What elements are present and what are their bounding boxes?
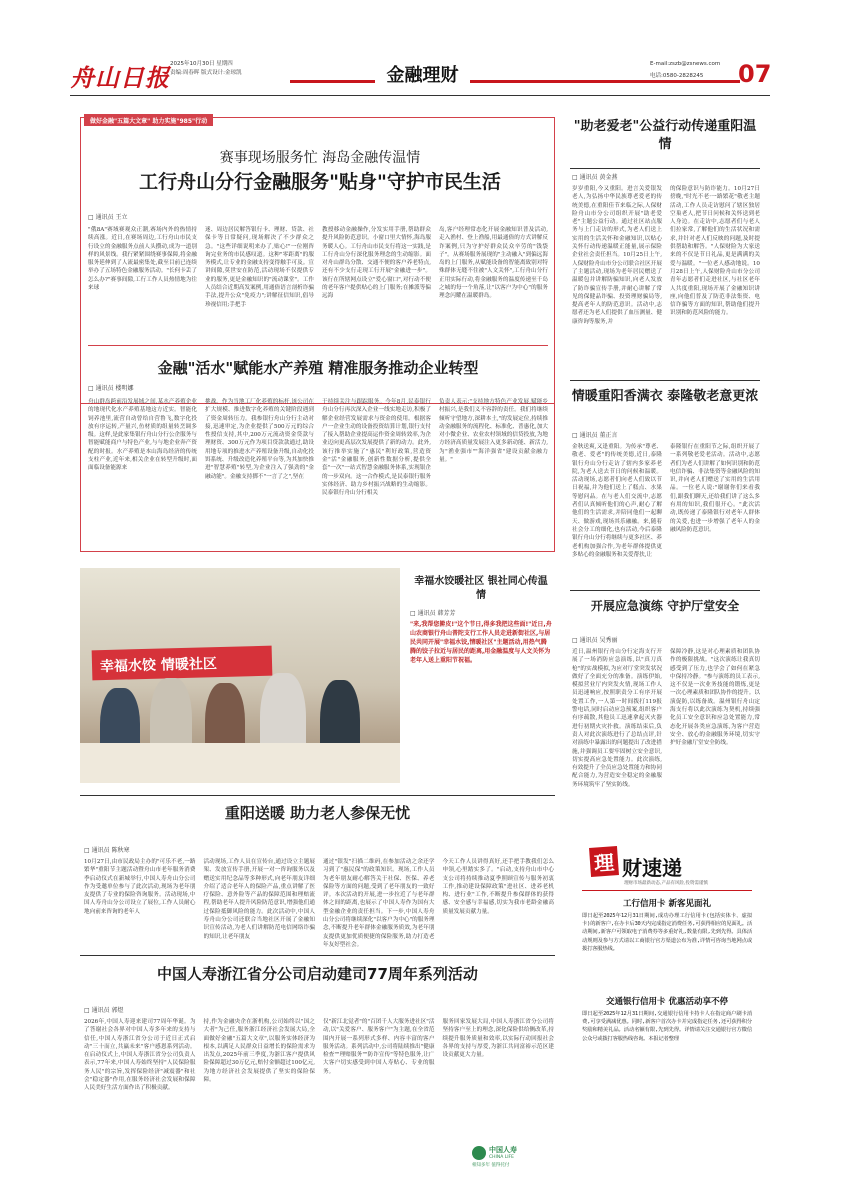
a7-body: [84, 858, 554, 948]
a8-col-3: 仅"新江北觉者"的"百团千人大服务进社区"活动,以"关爱客户、服务客户"为主题,在全省范围内开展一系列形式多样、内容丰富的客户服务活动。系列活动中,公司将陆续推出"健康检查""理赔服务""防诈宣传"等特色服务,让广大客户切实感受到中国人寿贴心、专业的服务。: [323, 1019, 435, 1075]
a1-body: [88, 226, 548, 336]
a6-byline: □ 通讯员 吴秀丽: [572, 635, 618, 644]
a7-rule: [80, 795, 555, 796]
a2-hidden-anchor: [88, 396, 548, 397]
page-number: 07: [738, 60, 772, 88]
a8-col-2: 持,作为金融央企在浙机构,公司始终以"国之大者"为己任,服务浙江经济社会发展大局,全面做好金融"五篇大文章",以服务实体经济为根本,以满足人民群众日益增长的保险需求为出发点,2025年前三季度,为浙江客户提供风险保障超过30万亿元,赔付金额超过100亿元,为地方经济社会发展提供了坚实的保险保障。: [203, 1019, 315, 1084]
china-life-logo: [472, 1145, 517, 1160]
header-email: E-mail:zszb@zsnews.com: [650, 61, 721, 67]
a4-byline: □ 通讯员 董正言: [572, 430, 618, 439]
a1-col-4: 岛,客户经理常态化开展金融知识普及活动,走入渔村、登上渔船,用最通俗的方式讲解反诈案例,只为守护好群众民众辛劳的"钱袋子"。从赛场服务展现的"主动融入"到偏远海岛的上门服务,从赋能设备的智能离致别对特殊群体无缝不住被"人文关怀",工行舟山分行正用实际行动,将金融服务的温度传递至千岛之城的每一个角落,让"以客户为中心"的服务理念闪耀在温暖群岛。: [439, 227, 548, 300]
a2-rule: [88, 345, 548, 346]
a2-col-2: 挑战。作为当地工厂化养殖的标杆,该公司在扩大规模、推进数字化养殖的关键阶段遇到了资金周转压力。我参银行舟山分行主动对接,迅速审定,为企业提供了500万元的综合性授信支持,其中,200万元流动资金贷款与理财资、300万元作为项目贷款款通过,助设用地专项的推进水产养殖设备升级,自动化投饵系统、升级改造化养殖平台等,为其加快推进"智慧养殖"转型,为企业注入了强劲的"金融动能"。金融支持掷不"一言了之",坚在: [205, 399, 314, 480]
section-bar-left: [290, 80, 375, 83]
brief-head-2: 交通银行信用卡 优惠活动享不停: [606, 997, 728, 1007]
a1-col-2: 迷、周边居民解答银行卡、理财、贷款、社保卡等日常疑问,现场解决了不少群众之急。"这些详细说明来办了,贴心!"一位刚咨询完业务的市民感叹道。这种"零距离"的服务模式,让专业的金融支持变得触手可及。宣讲间隙,莫世安在防范,活动现场不仅提供专业的服务,更是金融知识的"流动课堂"。工作人员结合近期高发案例,用通俗语言剖析诈骗手法,提升公众"免疫力";讲解征信知识,倡导珍视信用;手把手: [205, 227, 314, 308]
brief-head-1: 工行信用卡 新客见面礼: [623, 899, 711, 909]
a2-title: 金融"活水"赋能水产养殖 精准服务推动企业转型: [157, 359, 479, 377]
a8-rule: [80, 955, 555, 956]
a7-col-2: 活动现场,工作人员在宣传台,通过设立主题展架、发放宣传手册,开展一对一咨询服务以及赠送实用纪念品等多种形式,向老年朋友详细介绍了适合老年人的保险产品,重点讲解了医疗保险、意外险等产品的保障范围和理赔流程,帮助老年人提升风险防范意识,增强他们通过保险抵御风险的能力。此次活动中,中国人寿舟山分公司还联合当地社区开展了金融知识宣传活动,为老人们讲解防范电信网络诈骗的知识,让老年朋友: [203, 859, 315, 940]
a6-col-1: 近日,温州银行舟山分行定海支行开展了一场消防应急演练,以"真刀真枪"的实战模拟,为应对厅堂突发状况做好了全面充分的准备。演练伊始,模拟营业厅内突发火情,现场工作人员迅速响应,按照职责分工有序开展处置工作,一人第一时间拨打119报警电话,同时启动应急预案,组织客户有序疏散,其他员工迅速拿起灭火器进行初期火灾扑救。演练结束后,负责人对此次演练进行了总结点评,针对演练中暴露出的问题提出了改进措施,并强调员工要牢固树立安全意识,切实提高应急处置能力。此次演练,有效提升了全员应急处置能力和协同配合能力,为营造安全稳定的金融服务环境筑牢了坚实防线。: [572, 649, 662, 788]
a3-rule: [570, 168, 760, 169]
header-editors: 责编:周春晖 版式设计:金琼凯: [170, 70, 242, 76]
a2-body: [88, 398, 548, 546]
a3-col-1: 岁岁重阳,今又重阳。进言关爱银发老人,为弘扬中华民族尊老爱老的传统美德,在重阳佳节来临之际,人保财险舟山市分公司组织开展"助老爱老"主题公益行动。通过社区站点服务与上门走访的形式,为老人们送上实用的生活关怀和金融知识,以贴心关怀行动传递温暖正能量,展示保险企业社会责任担当。10月25日上午,人保财险舟山市分公司联合社区开展了主题活动,现场为老年居民赠送了温暖包并讲解防骗知识,向老人发放了防诈骗宣传手册,并耐心讲解了常见的保健品诈骗、投资理财骗局等,提高老年人的防范意识。活动中,志愿者还为老人们提供了血压测量、健康咨询等服务,并: [572, 186, 662, 325]
a6-col-2: 保障冷静,这是对心理素质和团队协作的极限挑战。"这次演练让我真切感受到了压力,也学会了如何在紧急中保持冷静。"参与演练的员工表示,这不仅是一次业务技能的锻炼,更是一次心理素质和团队协作的提升。以演促防,以练备战。温州银行舟山定海支行将以此次演练为契机,持续强化员工安全意识和应急处置能力,常态化开展各类应急演练,为客户营造安全、放心的金融服务环境,切实守护好金融厅堂安全防线。: [670, 649, 760, 747]
a4-body: [572, 443, 760, 573]
feature-ribbon: 做好金融"五篇大文章" 助力实施"985"行动: [84, 114, 213, 126]
a8-body: [84, 1018, 554, 1143]
a8-col-1: 2026年,中国人寿迎来建司77周年华诞。为了答谢社会各界对中国人寿多年来的支持与信任,中国人寿浙江省分公司于近日正式启动"三十而立,共赢未来"客户感恩系列活动。在启动仪式上,中国人寿浙江省分公司负责人表示,77年来,中国人寿始终坚持"人民保险服务人民"的宗旨,发挥保险经济"减震器"和社会"稳定器"作用,在服务经济社会发展和保障人民美好生活方面作出了积极贡献。: [84, 1019, 196, 1092]
a4-title: 情暖重阳香满衣 泰隆敬老意更浓: [571, 389, 759, 404]
a2-col-4: 负责人表示:"支持地方特色产业发展,赋能乡村振兴,是我们义不容辞的责任。我们将继续倾听守望地方,深耕本土,"的发展定位,持续推动金融服务的流程化、标准化、普惠化,加大对小微企业、农业农村领域的信贷投放,为地方经济高质量发展注入更多新动能、新活力,为"渔业强市""海洋强省"建设贡献金融力量。": [439, 399, 548, 464]
a6-rule: [570, 590, 760, 591]
section-title: 金融理财: [386, 65, 459, 86]
brief-subtitle: 理财市场最新动态,产品有风险,投资需谨慎: [624, 881, 708, 886]
brief-text-1: 即日起至2025年12月31日期间,成功办理工行信用卡(包括实体卡、虚拟卡)的新客户,在办卡后30天内完成指定消费任务,可获得相应的见面礼。活动期间,新客户可领取电子消费券等多重好礼,数量有限,先到先得。具体活动规则及参与方式请以工商银行官方渠道公布为准,详情可咨询当地网点或拨打客服热线。: [582, 913, 752, 952]
a7-col-3: 通过"银发"扫描二维码,在参加活动之余还学习到了"惠民保"的政策知识。现场,工作人员为老年朋友耐心解答关于社保、医保、养老保险等方面的问题,受到了老年朋友的一致好评。本次活动的开展,进一步拉近了与老年群体之间的距离,也展示了中国人寿作为国有大型金融企业的责任担当。下一步,中国人寿舟山分公司将继续深化"以客户为中心"的服务理念,不断提升老年群体金融服务质效,为老年朋友提供更加优质便捷的保险服务,助力打造老年友好型社会。: [323, 859, 435, 948]
a3-body: [572, 185, 760, 365]
a6-body: [572, 648, 760, 788]
masthead-logo: 舟山日报: [70, 63, 170, 92]
photo-dumpling-event: [80, 568, 400, 782]
a2-byline: □ 通讯员 楼明娜: [88, 383, 134, 392]
a3-byline: □ 通讯员 黄金燕: [572, 172, 618, 181]
a8-col-4: 服务回家发展大局,中国人寿浙江省分公司将坚持客户至上的理念,深化保险供给侧改革,持续提升服务质量和效率,以实际行动回报社会各界的支持与厚爱,为浙江共同富裕示范区建设贡献更大力量。: [442, 1019, 554, 1059]
logo-en: CHINA LIFE: [489, 1155, 514, 1160]
brief-logo-badge: 理: [589, 846, 619, 877]
a7-byline: □ 通讯员 陈秋寒: [84, 845, 130, 854]
a1-byline: □ 通讯员 王立: [88, 212, 128, 221]
header-phone: 电话:0580-2828245: [650, 73, 704, 79]
photo-table: [80, 743, 400, 783]
a1-col-1: "俄8A"赛域赛观众正潮,赛场内外的热情持续高涨。近日,在赛场周边,工行舟山市民支行设立的金融服务点前人头攒动,成为一道别样的风景线。我行紧紧围绕赛事保障,将金融服务延伸到了人流最密集处,截至目前已连续举办了五场特色金融服务活动。"长何卡丢了怎么办?"赛事间隙,工行工作人员热情地为往来球: [88, 227, 197, 292]
a8-byline: □ 通讯员 郭煜: [84, 1005, 124, 1014]
a4-col-2: 泰隆银行在重阳节之际,组织开展了一系列敬老爱老活动。活动中,志愿者们为老人们讲解了如何识别和防范电信诈骗、非法集资等金融风险的知识,并向老人们赠送了实用的生活用品。一位老人说:"谢谢你们来看我们,跟我们聊天,还给我们讲了这么多有用的知识,我们很开心。"此次活动,既传递了泰隆银行对老年人群体的关爱,也进一步增强了老年人的金融风险防范意识。: [670, 444, 760, 533]
a4-rule-top: [570, 380, 760, 381]
a2-col-3: 于持续关注与跟踪服务。今年8月,民泰银行舟山分行再次深入企业一线实地走访,积极了解企业经营发展需求与资金的使用。根据客户一企业生动的设备投资结算计划,银行支付了接入帮助企业提高运作资金周转效率,为企业迈向更高层次发展提供了新的动力。此外,该行推举实施了"惠民"利好政策,营造资金"活"金融服务,创新性数据分析,提供全套"一次"一站式智慧金融服务体系,实现银企的一步双向。这一合作模式,是民泰银行服务实体经济、助力乡村振兴战略的生动缩影。民泰银行舟山分行相关: [322, 399, 431, 497]
a2-col-1: 舟山群岛跨前沿发展域之间,某水产养殖企业的地现代化水产养殖基地这方近实。智能化饲养池里,流营自动曾给自营鲁飞,数字化投放有序运转,产量兴,鱼材质的组量转烹调多级。这样,是此家集银行舟山分行公企服务与智能赋能商户与特色产业,与与地企业奔产资配的时报。水产养殖是本山海岛经济的传统支柱产业,近年来,相关企业在转型升级时,面面临设备能源来: [88, 399, 197, 472]
brief-text-2: 即日起至2025年12月31日期间,交通银行信用卡持卡人在指定商户刷卡消费,可享受满减优惠。同时,新客户首次办卡并完成指定任务,还可获得积分奖励和精美礼品。活动名额有限,先到先得。详情请关注交通银行官方微信公众号或拨打客服热线咨询。本报记者整理: [582, 1011, 752, 1042]
a8-title: 中国人寿浙江省分公司启动建司77周年系列活动: [157, 965, 478, 983]
a5-byline: □ 通讯员 韩芳芳: [410, 608, 456, 617]
china-life-emblem-icon: [472, 1146, 486, 1160]
a7-col-1: 10月27日,由市民政局主办的"可乐不老,一路繁华"重阳节主题活动暨舟山市老年服务消费季启动仪式在新城举行,中国人寿舟山分公司作为受邀单位参与了此次活动,现场为老年朋友提供了专业的保险咨询服务。活动现场,中国人寿舟山分公司设立了展位,工作人员耐心地向前来咨询的老年人: [84, 859, 196, 915]
a1-col-3: 教授移动金融操作,分发实用手册,帮助群众提升风险防范意识。小窗口里大情怀,海岛服务暖人心。工行舟山市民支行将这一实践,是工行舟山分行深化服务理念的生动缩影。面对舟山群岛分散、交通不便的客户养老特点,还有不少支行走现工行开展"金融进一步"。该行在所辖网点设立"爱心窗口",对行动不便的老年客户提供贴心的上门服务;在摊派等偏远海: [322, 227, 431, 300]
logo-cn: 中国人寿: [489, 1146, 517, 1154]
header-rule: [70, 95, 770, 96]
brief-logo-text: 财速递: [622, 856, 682, 880]
header-date: 2025年10月30日 星期四: [170, 61, 233, 67]
a3-title: "助老爱老"公益行动传递重阳温情: [573, 119, 757, 152]
a7-col-4: 今天工作人员讲得真好,还手把手教我们怎么申领,心里踏实多了。"启动,支持舟山市中心支公司将持续推动夏季照顾宣传与服务初衷工作,推动建设保障政策"进社区、进养老机构、进行业"工作,不断提升参保群体的获得感、安全感与幸福感,切实为我市老龄金融高质量发展贡献力量。: [442, 859, 554, 915]
a3-col-2: 的保险意识与防诈能力。10月27日傍晚,"时光不老·一路繁花"敬老主题活动,工作人员走访慰问了辖区独居空巢老人,把节日问候和关怀送到老人身边。在走访中,志愿者们与老人们拉家常,了解他们的生活状况和需求,并针对老人们反映的问题,及时提供帮助和解答。"人保财险为大家送来的不仅是节日礼品,更是满满的关爱与温暖。"一位老人感动地说。10月28日上午,人保财险舟山市分公司青年志愿者们走进社区,与社区老年人共度重阳,现场开展了金融知识讲座,向他们普及了防范非法集资、电信诈骗等方面的知识,帮助他们提升识别和防范风险的能力。: [670, 186, 760, 317]
a6-title: 开展应急演练 守护厅堂安全: [590, 599, 740, 613]
a1-title: 工行舟山分行金融服务"贴身"守护市民生活: [139, 171, 501, 193]
photo-banner: 幸福水饺 情暖社区: [92, 646, 273, 681]
a7-title: 重阳送暖 助力老人参保无忧: [224, 804, 411, 822]
a4-col-1: 金秋送爽,又逢重阳。为传承"尊老、敬老、爱老"的传统美德,近日,泰隆银行舟山分行走访了辖内多家养老院,为老人送去节日的问候和温暖。活动现场,志愿者们向老人们致以节日祝福,并为他们送上了糕点、水果等慰问品。在与老人们交流中,志愿者们认真倾听他们的心声,耐心了解他们的生活需求,并陪同他们一起聊天、做游戏,现场其乐融融。来,随着社会分工的细化,也有活动,今后泰隆银行舟山分行将继续与更多社区、养老机构加强合作,为老年群体提供更多贴心的金融服务和关爱帮扶,让: [572, 444, 662, 558]
a5-title: 幸福水饺暖社区 银社同心传温情: [414, 576, 548, 601]
a1-kicker: 赛事现场服务忙 海岛金融传温情: [219, 150, 421, 166]
logo-slogan: 相知多年 值得托付: [472, 1163, 510, 1168]
a5-quote: "来,我帮您擀皮!"这个节日,得多我把这些面!"近日,舟山农商银行舟山普陀支行工作人员走进新街社区,与居民共同开展"幸福水饺,情暖社区"主题活动,用热气腾腾的饺子拉近与居民的距离,用金融温度与人文关怀为老年人送上重阳节祝福。: [410, 621, 552, 664]
brief-rule: [582, 890, 752, 891]
